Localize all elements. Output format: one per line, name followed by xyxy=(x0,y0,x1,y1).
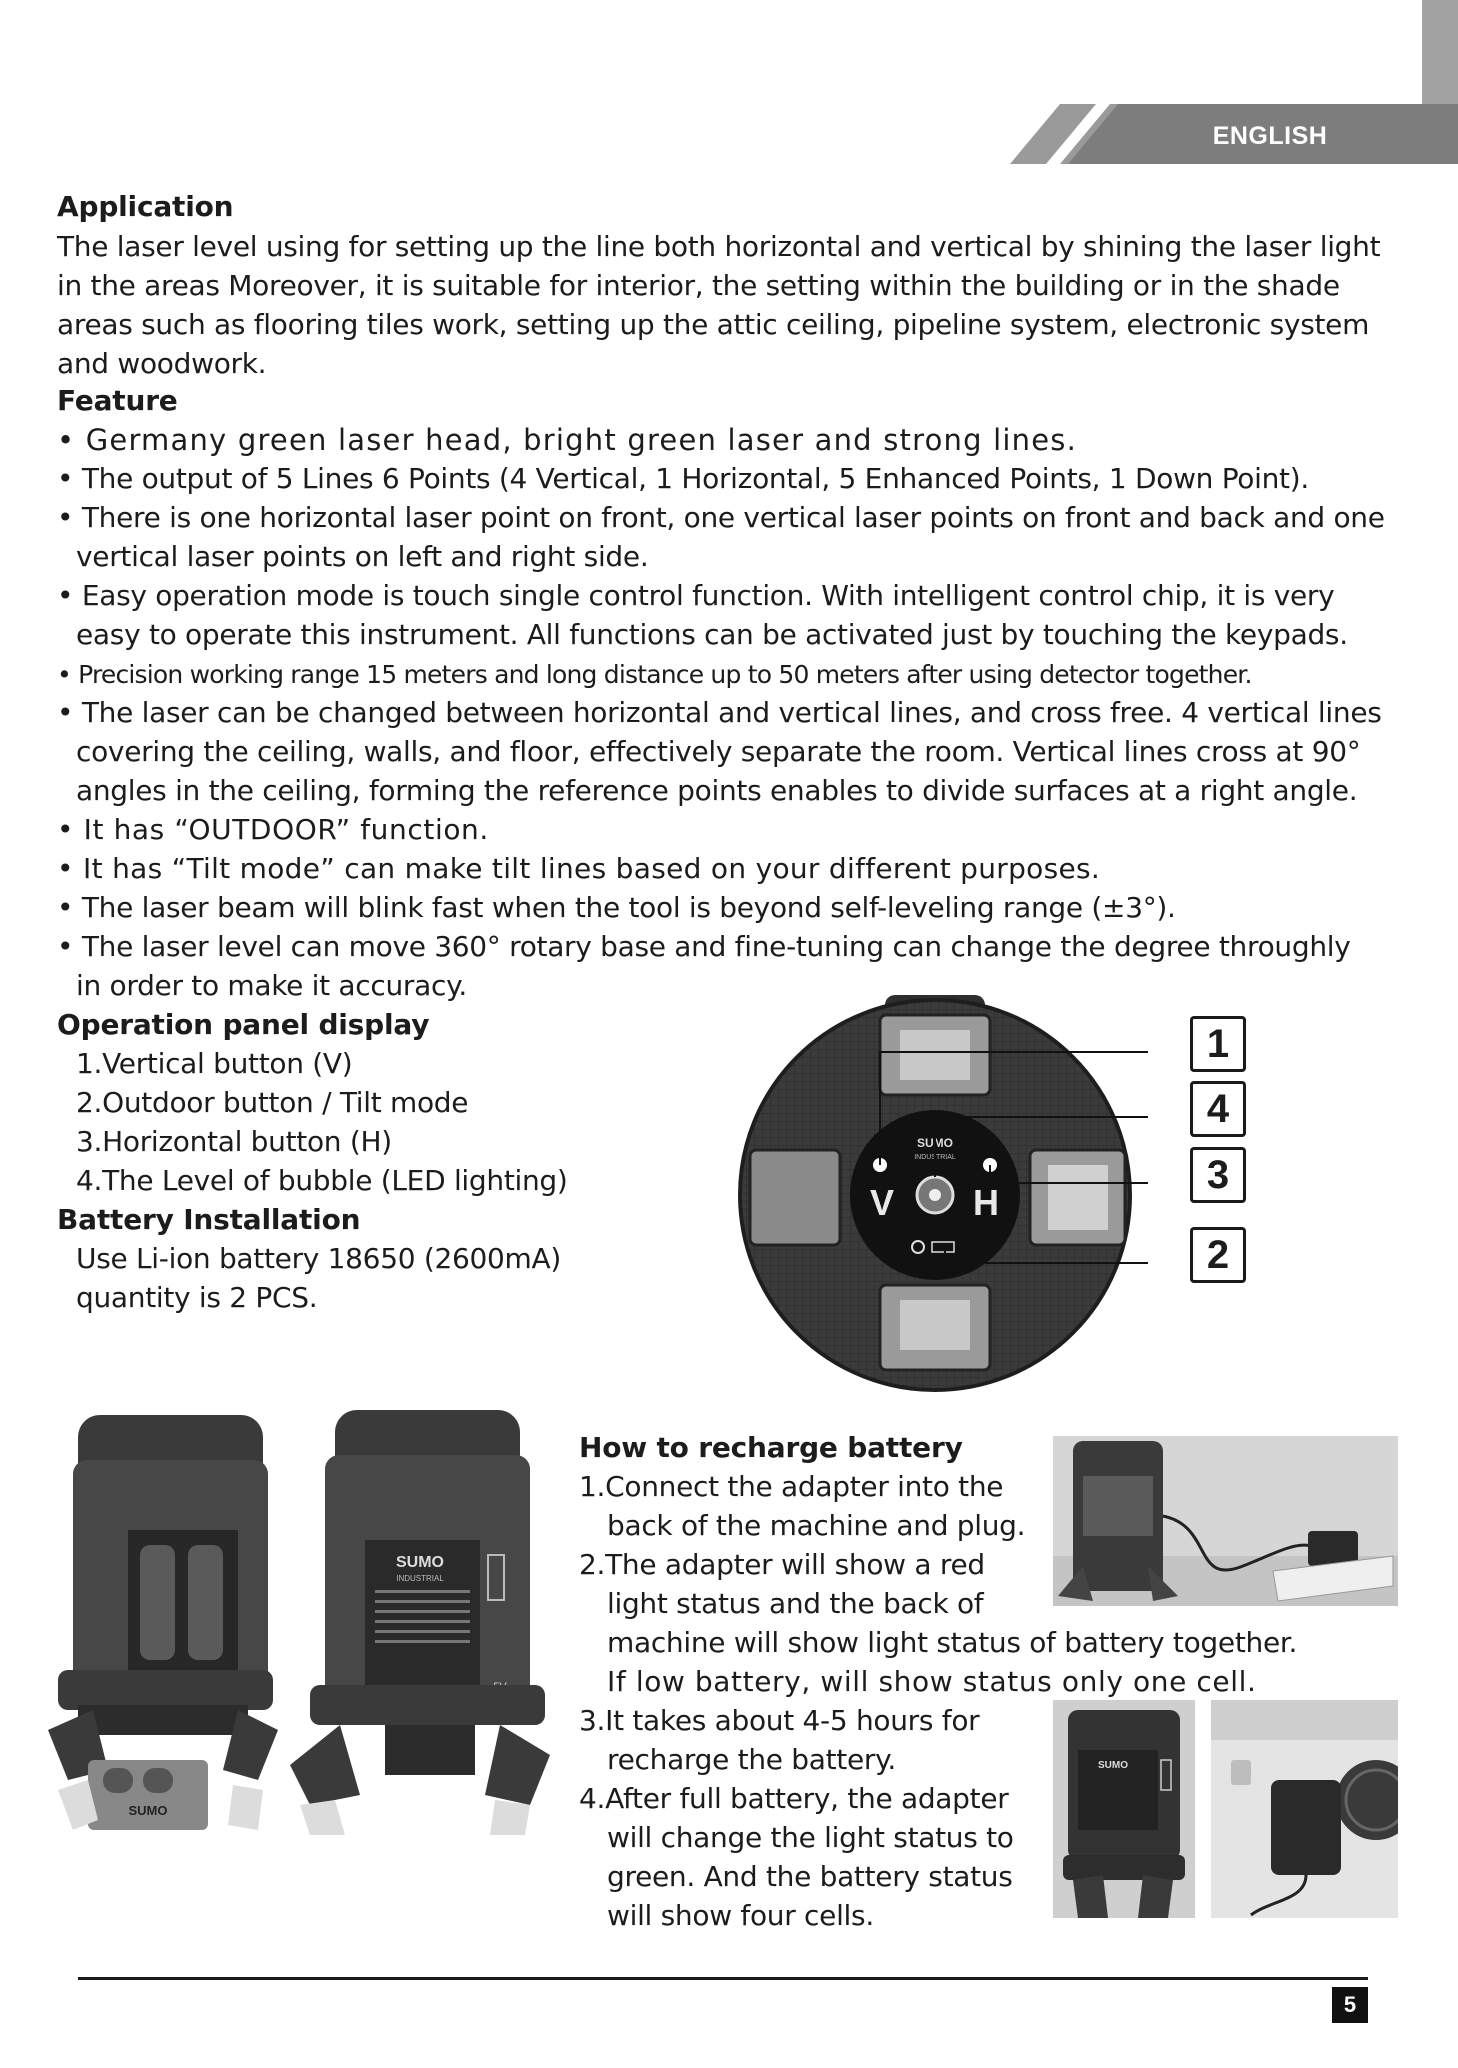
recharge-step-1-cont: back of the machine and plug. xyxy=(607,1509,1026,1542)
adapter xyxy=(1308,1531,1358,1566)
operation-panel-figure xyxy=(730,985,1150,1405)
header-side-bar xyxy=(1422,0,1458,104)
bullet: • xyxy=(57,891,74,924)
bubble-dot xyxy=(929,1189,941,1201)
feature-item-6: • The laser can be changed between horizontal and vertical lines, and cross free. 4 vertical lines xyxy=(57,696,1382,729)
recharge-step-2-cont: machine will show light status of battery together. xyxy=(607,1626,1298,1659)
feature-item-4-cont: easy to operate this instrument. All functions can be activated just by touching the keypads. xyxy=(76,618,1348,651)
language-label: ENGLISH xyxy=(1212,122,1328,150)
feature-item-9: • The laser beam will blink fast when the tool is beyond self-leveling range (±3°). xyxy=(57,891,1176,924)
horizontal-button[interactable]: H xyxy=(973,1182,999,1223)
photo-adapter-connected xyxy=(1053,1436,1398,1606)
feature-item-2: • The output of 5 Lines 6 Points (4 Vertical, 1 Horizontal, 5 Enhanced Points, 1 Down Point). xyxy=(57,462,1309,495)
feature-item-1: • Germany green laser head, bright green laser and strong lines. xyxy=(57,423,1077,457)
callout-badge-4: 4 xyxy=(1190,1081,1246,1137)
spec-label-brand: SUMO xyxy=(396,1554,444,1571)
operation-item: 2.Outdoor button / Tilt mode xyxy=(76,1086,469,1119)
recharge-step-2-cont: light status and the back of xyxy=(607,1587,984,1620)
operation-item: 3.Horizontal button (H) xyxy=(76,1125,392,1158)
feature-item-3-cont: vertical laser points on left and right side. xyxy=(76,540,649,573)
application-line: in the areas Moreover, it is suitable for interior, the setting within the building or in the shade xyxy=(57,269,1340,302)
application-text xyxy=(57,227,1380,383)
operation-panel-heading: Operation panel display xyxy=(57,1008,430,1041)
callout-badge-1: 1 xyxy=(1190,1016,1246,1072)
bullet: • xyxy=(57,696,74,729)
recharge-step-4: 4.After full battery, the adapter xyxy=(579,1782,1009,1815)
photo-adapter-plugged xyxy=(1211,1700,1398,1918)
callout-badge-2: 2 xyxy=(1190,1227,1246,1283)
battery-installation-heading: Battery Installation xyxy=(57,1203,361,1236)
recharge-step-1: 1.Connect the adapter into the xyxy=(579,1470,1004,1503)
device-photo-battery-open xyxy=(48,1410,278,1830)
photo-brand: SUMO xyxy=(1098,1760,1128,1771)
bullet: • xyxy=(57,813,75,846)
laser-window-bottom-glass xyxy=(900,1300,970,1350)
page-number: 5 xyxy=(1332,1987,1368,2023)
recharge-step-3-cont: recharge the battery. xyxy=(607,1743,896,1776)
bullet: • xyxy=(57,930,74,963)
feature-item-10: • The laser level can move 360° rotary base and fine-tuning can change the degree throughly xyxy=(57,930,1351,963)
bullet: • xyxy=(57,462,74,495)
operation-item: 4.The Level of bubble (LED lighting) xyxy=(76,1164,568,1197)
device-photo-back xyxy=(290,1405,560,1835)
battery-cell xyxy=(140,1545,175,1660)
recharge-step-4-cont: will show four cells. xyxy=(607,1899,874,1932)
laser-window-right-glass xyxy=(1048,1165,1108,1230)
battery-installation-line: quantity is 2 PCS. xyxy=(76,1281,318,1314)
spec-label-brand-sub: INDUSTRIAL xyxy=(396,1574,444,1583)
bullet: • xyxy=(57,423,76,457)
feature-item-4: • Easy operation mode is touch single control function. With intelligent control chip, it is very xyxy=(57,579,1335,612)
adapter xyxy=(1271,1780,1341,1875)
panel-brand: SUMO xyxy=(917,1136,953,1150)
bullet: • xyxy=(57,660,71,689)
recharge-heading: How to recharge battery xyxy=(579,1431,963,1464)
recharge-step-4-cont: will change the light status to xyxy=(607,1821,1014,1854)
footer-rule xyxy=(78,1977,1368,1980)
bullet: • xyxy=(57,579,74,612)
callout-badge-3: 3 xyxy=(1190,1147,1246,1203)
laser-window-left xyxy=(750,1150,840,1245)
bullet: • xyxy=(57,501,74,534)
application-heading: Application xyxy=(57,190,234,223)
feature-item-10-cont: in order to make it accuracy. xyxy=(76,969,467,1002)
feature-item-6-cont: angles in the ceiling, forming the reference points enables to divide surfaces at a right angle. xyxy=(76,774,1358,807)
application-line: areas such as flooring tiles work, setting up the attic ceiling, pipeline system, electronic system xyxy=(57,308,1370,341)
application-line: and woodwork. xyxy=(57,347,267,380)
feature-item-5: • Precision working range 15 meters and long distance up to 50 meters after using detector together. xyxy=(57,660,1252,689)
recharge-step-2: 2.The adapter will show a red xyxy=(579,1548,985,1581)
feature-item-3: • There is one horizontal laser point on front, one vertical laser points on front and back and one xyxy=(57,501,1385,534)
bullet: • xyxy=(57,852,74,885)
recharge-step-2-cont: If low battery, will show status only one cell. xyxy=(607,1665,1257,1698)
recharge-step-3: 3.It takes about 4-5 hours for xyxy=(579,1704,980,1737)
vertical-button[interactable]: V xyxy=(870,1182,895,1223)
feature-item-7: • It has “OUTDOOR” function. xyxy=(57,813,489,846)
application-line: The laser level using for setting up the line both horizontal and vertical by shining the laser light xyxy=(57,230,1381,263)
battery-installation-line: Use Li-ion battery 18650 (2600mA) xyxy=(76,1242,561,1275)
photo-battery-status xyxy=(1053,1700,1195,1918)
operation-item: 1.Vertical button (V) xyxy=(76,1047,353,1080)
feature-heading: Feature xyxy=(57,384,178,417)
laser-window-top-glass xyxy=(900,1030,970,1080)
feature-item-8: • It has “Tilt mode” can make tilt lines based on your different purposes. xyxy=(57,852,1101,885)
recharge-step-4-cont: green. And the battery status xyxy=(607,1860,1013,1893)
battery-cell xyxy=(188,1545,223,1660)
panel-brand-sub: INDUSTRIAL xyxy=(914,1154,956,1161)
feature-item-6-cont: covering the ceiling, walls, and floor, effectively separate the room. Vertical lines cross at 90° xyxy=(76,735,1361,768)
battery-cover-brand: SUMO xyxy=(128,1803,168,1818)
